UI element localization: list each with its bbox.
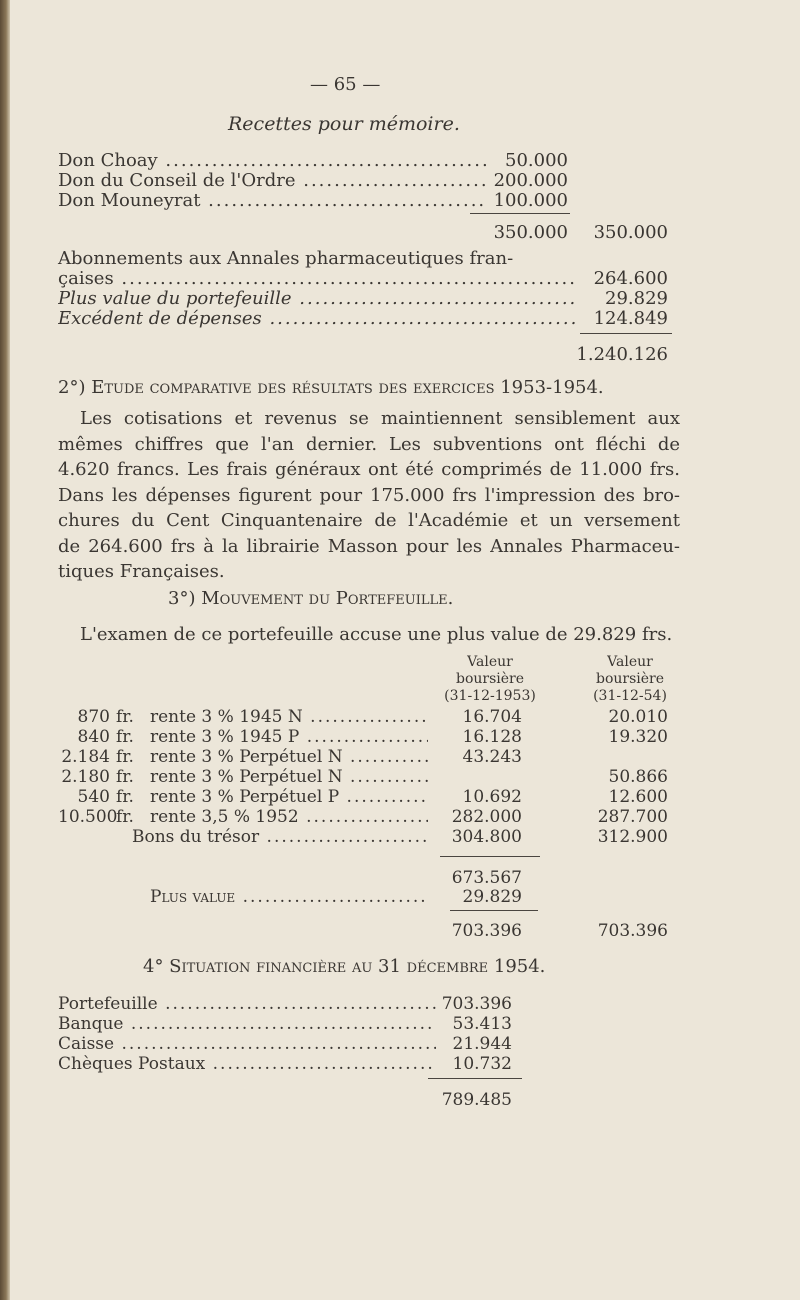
situation-total-rule [428,1078,522,1079]
portfolio-total-1954: 703.396 [597,921,668,941]
portfolio-plus-value-label: Plus value ..... [150,887,428,907]
portfolio-subtotal-rule [440,856,540,857]
page-number: — 65 — [310,74,381,95]
row-unit: fr. [116,787,134,807]
row-desc: rente 3 % 1945 N ..... [150,707,428,727]
col-header-line: Valeur [467,654,513,670]
abonnements-label-line2: çaises ..... [58,268,578,289]
row-value-1953: 16.128 [462,727,522,747]
col-header-line: Valeur [607,654,653,670]
situation-portefeuille-label: Portefeuille ..... [58,994,436,1014]
portfolio-total-1953: 703.396 [451,921,522,941]
plus-value-value: 29.829 [605,288,668,309]
col-header-line: boursière [455,671,525,687]
section2-paragraph [58,406,680,585]
section2-line: Dans les dépenses figurent pour 175.000 frs l'impression des bro- [58,484,680,506]
don-choay-label: Don Choay ..... [58,150,486,171]
abonnements-value: 264.600 [593,268,668,289]
row-value-1954: 287.700 [597,807,668,827]
dons-rule [470,213,570,214]
situation-caisse-value: 21.944 [452,1034,512,1054]
situation-cheques-label: Chèques Postaux ..... [58,1054,436,1074]
portfolio-total-rule [450,910,538,911]
row-unit: fr. [116,767,134,787]
excedent-label: Excédent de dépenses ..... [58,308,578,329]
row-value-1953: 282.000 [451,807,522,827]
situation-total: 789.485 [441,1090,512,1110]
section3-intro: L'examen de ce portefeuille accuse une plus value de 29.829 frs. [80,624,673,645]
situation-banque-label: Banque ..... [58,1014,436,1034]
row-value-1954: 12.600 [608,787,668,807]
row-qty: 2.184 [61,747,110,767]
situation-caisse-label: Caisse ..... [58,1034,436,1054]
portfolio-plus-value-value: 29.829 [462,887,522,907]
section2-line: Les cotisations et revenus se maintiennent sensiblement aux [80,408,680,429]
row-desc: rente 3 % Perpétuel N ..... [150,767,428,787]
situation-portefeuille-value: 703.396 [441,994,512,1014]
section2-line: de 264.600 frs à la librairie Masson pour les Annales Pharmaceu- [58,535,680,557]
row-qty: 840 [77,727,110,747]
section2-line: mêmes chiffres que l'an dernier. Les subventions ont fléchi de [58,433,680,455]
row-unit: fr. [116,727,134,747]
row-value-1953: 10.692 [462,787,522,807]
row-qty: 540 [77,787,110,807]
row-desc: Bons du trésor ..... [132,827,428,847]
situation-banque-value: 53.413 [452,1014,512,1034]
abonnements-label-line1: Abonnements aux Annales pharmaceutiques fran- [58,248,514,269]
section2-line: 4.620 francs. Les frais généraux ont été comprimés de 11.000 frs. [58,459,680,480]
don-conseil-value: 200.000 [493,170,568,191]
row-qty: 2.180 [61,767,110,787]
col-header-line: boursière [595,671,665,687]
don-choay-value: 50.000 [505,150,568,171]
portfolio-subtotal-1953: 673.567 [451,868,522,888]
row-desc: rente 3 % Perpétuel N ..... [150,747,428,767]
col-header-line: (31-12-54) [593,688,667,704]
don-mouneyrat-label: Don Mouneyrat ..... [58,190,486,211]
row-unit: fr. [116,747,134,767]
section2-line: chures du Cent Cinquantenaire de l'Académie et un versement [58,510,680,531]
row-desc: rente 3 % 1945 P ..... [150,727,428,747]
row-desc: rente 3 % Perpétuel P ..... [150,787,428,807]
row-unit: fr. [116,707,134,727]
row-value-1954: 19.320 [608,727,668,747]
dons-total-outer: 350.000 [593,222,668,243]
row-value-1953: 16.704 [462,707,522,727]
row-value-1953: 43.243 [462,747,522,767]
row-value-1954: 20.010 [608,707,668,727]
col-header-1954 [580,654,680,705]
row-desc: rente 3,5 % 1952 ..... [150,807,428,827]
don-conseil-label: Don du Conseil de l'Ordre ..... [58,170,486,191]
dons-total-inner: 350.000 [493,222,568,243]
section2-heading: 2°) Etude comparative des résultats des exercices 1953-1954. [58,377,604,398]
excedent-value: 124.849 [593,308,668,329]
row-value-1954: 50.866 [608,767,668,787]
row-qty: 870 [77,707,110,727]
row-qty: 10.500 [58,807,118,827]
section2-line: tiques Françaises. [58,561,225,582]
section4-heading: 4° Situation financière au 31 décembre 1954. [143,956,546,977]
plus-value-label: Plus value du portefeuille ..... [58,288,578,309]
row-value-1953: 304.800 [451,827,522,847]
recettes-title: Recettes pour mémoire. [228,113,460,135]
don-mouneyrat-value: 100.000 [493,190,568,211]
grand-total-rule [580,333,672,334]
grand-total: 1.240.126 [576,344,668,365]
row-value-1954: 312.900 [597,827,668,847]
page-binding-edge [0,0,10,1300]
situation-cheques-value: 10.732 [452,1054,512,1074]
section3-heading: 3°) Mouvement du Portefeuille. [168,588,454,609]
col-header-1953 [435,654,545,705]
col-header-line: (31-12-1953) [444,688,536,704]
row-unit: fr. [116,807,134,827]
